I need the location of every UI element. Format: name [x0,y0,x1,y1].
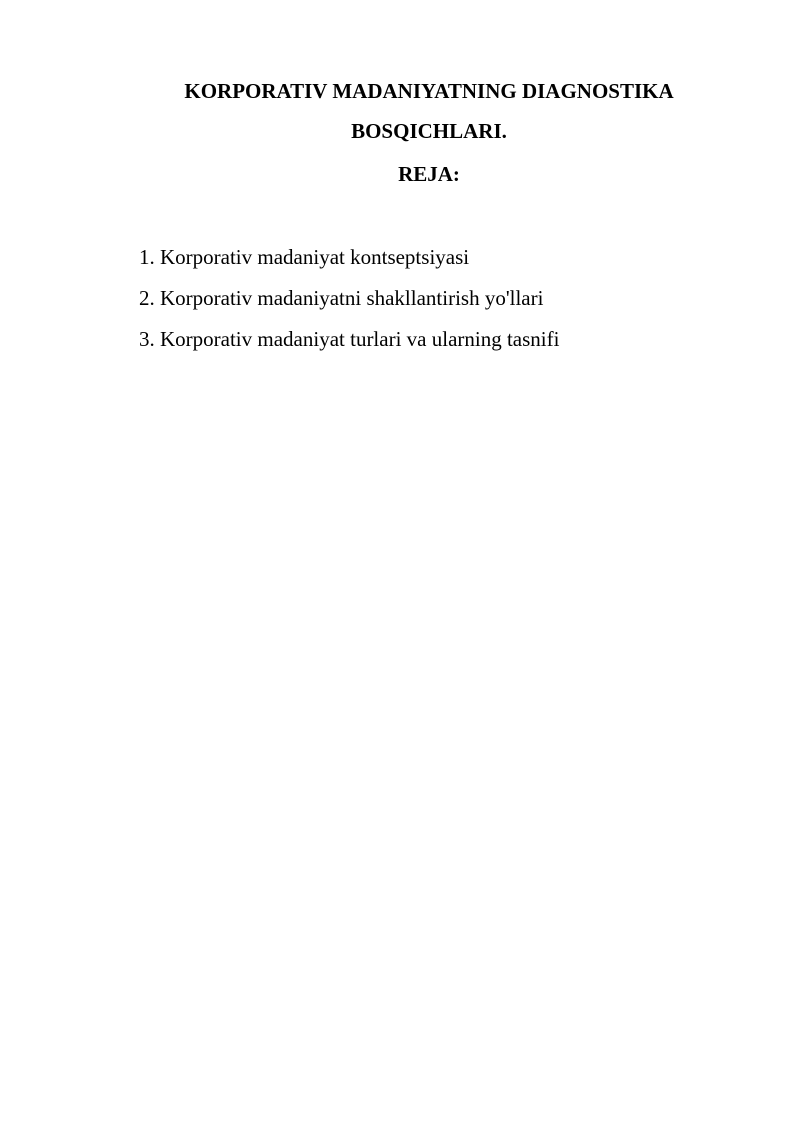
document-title-line-2: BOSQICHLARI. [351,119,507,143]
plan-item-3: 3. Korporativ madaniyat turlari va ularning tasnifi [139,327,560,351]
plan-item-1: 1. Korporativ madaniyat kontseptsiyasi [139,245,470,269]
plan-heading: REJA: [398,162,460,186]
plan-list [139,245,559,368]
document-title-line-1: KORPORATIV MADANIYATNING DIAGNOSTIKA [184,79,674,103]
plan-item-2: 2. Korporativ madaniyatni shakllantirish yo'llari [139,286,544,310]
